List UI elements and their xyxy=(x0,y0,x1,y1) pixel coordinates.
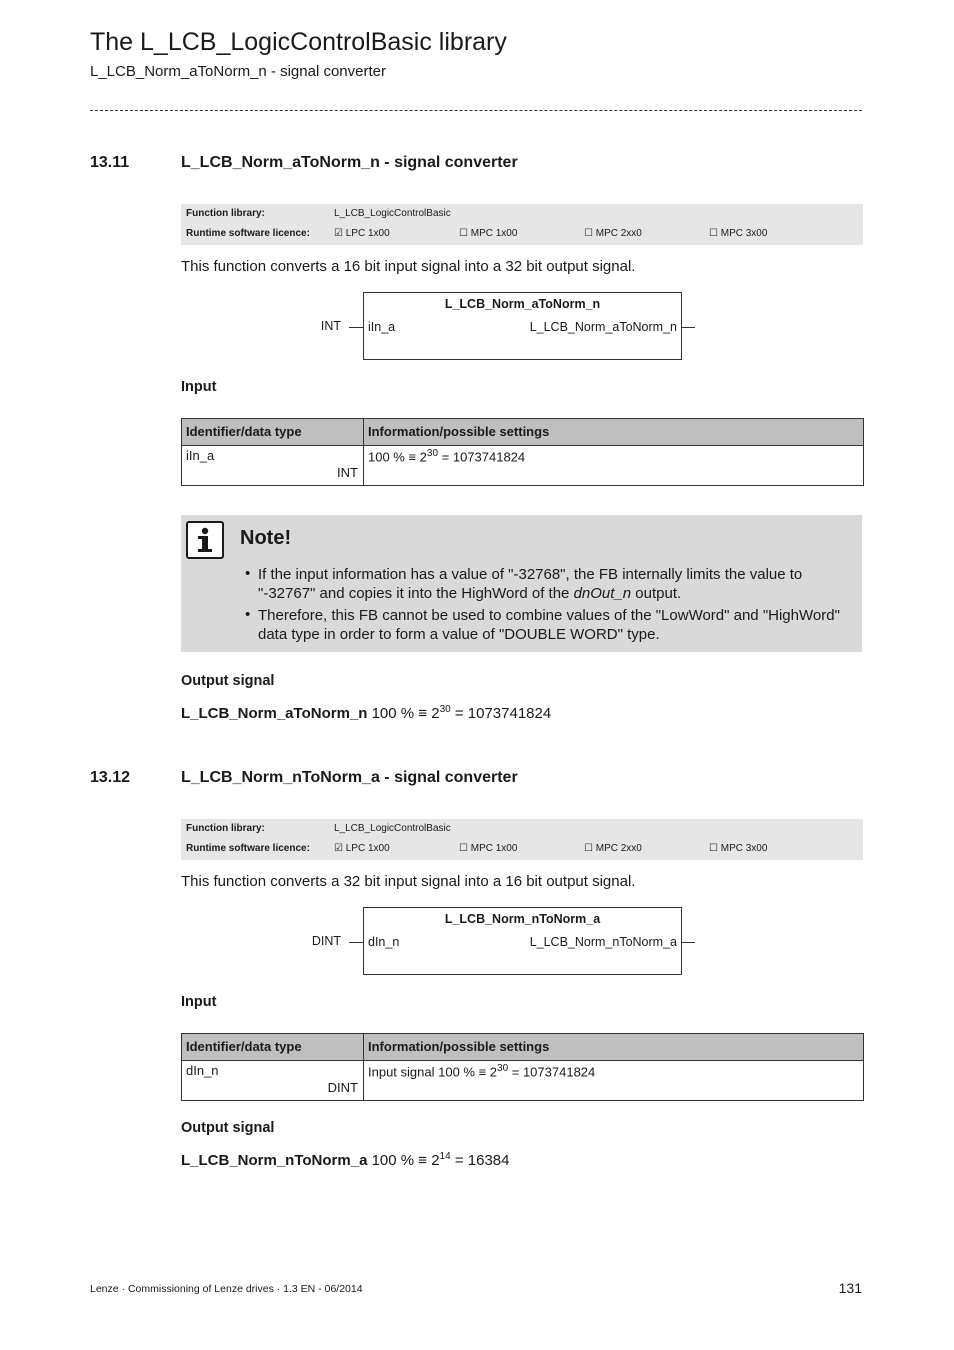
licence-option: ☐ MPC 3x00 xyxy=(709,843,768,854)
licence-option: ☐ MPC 2xx0 xyxy=(584,228,642,239)
input-pin-type: DINT xyxy=(311,934,341,948)
table-cell-info: Input signal 100 % ≡ $2^{30} = 1073741824$ xyxy=(368,1063,596,1080)
function-block-output: L_LCB_Norm_aToNorm_n xyxy=(529,320,677,334)
licence-option: ☐ MPC 3x00 xyxy=(709,228,768,239)
licence-option: ☐ MPC 2xx0 xyxy=(584,843,642,854)
licence-label: Runtime software licence: xyxy=(186,843,310,854)
section-title: L_LCB_Norm_nToNorm_a - signal converter xyxy=(181,769,518,786)
footer-text: Lenze · Commissioning of Lenze drives · 1.3 EN - 06/2014 xyxy=(90,1283,363,1295)
page-subtitle: L_LCB_Norm_aToNorm_n - signal converter xyxy=(90,63,386,80)
table-header xyxy=(182,419,863,446)
input-heading: Input xyxy=(181,994,217,1010)
section-description: This function converts a 32 bit input signal into a 16 bit output signal. xyxy=(181,873,636,890)
table-cell-info: 100 % ≡ $2^{30} = 1073741824$ xyxy=(368,448,526,465)
function-block-name: L_LCB_Norm_nToNorm_a xyxy=(444,912,601,926)
function-block-output: L_LCB_Norm_nToNorm_a xyxy=(529,935,677,949)
table-header-info: Information/possible settings xyxy=(368,424,550,439)
bullet-dot: • xyxy=(245,565,251,582)
table-cell-identifier: dIn_n xyxy=(186,1063,219,1078)
input-pin-line xyxy=(349,942,363,943)
function-block-input: iIn_a xyxy=(368,320,396,334)
note-bullet-text: Therefore, this FB cannot be used to combine values of the "LowWord" and "HighWord" data type in order to form a value of "DOUBLE WORD" type. xyxy=(258,607,840,643)
note-box xyxy=(181,515,862,652)
function-block-name: L_LCB_Norm_aToNorm_n xyxy=(444,297,601,311)
output-pin-line xyxy=(681,327,695,328)
section-title: L_LCB_Norm_aToNorm_n - signal converter xyxy=(181,154,518,171)
table-header-identifier: Identifier/data type xyxy=(186,424,302,439)
output-signal-line: L_LCB_Norm_aToNorm_n 100 % ≡ $2^{30} = 1073741824$ xyxy=(181,704,552,722)
function-library-value: L_LCB_LogicControlBasic xyxy=(334,823,451,834)
page-number: 131 xyxy=(838,1280,862,1296)
licence-option: ☐ MPC 1x00 xyxy=(459,843,518,854)
function-library-label: Function library: xyxy=(186,208,265,219)
section-number: 13.11 xyxy=(90,154,130,171)
function-block-input: dIn_n xyxy=(368,935,400,949)
table-header xyxy=(182,1034,863,1061)
table-divider xyxy=(363,419,364,485)
page-title: The L_LCB_LogicControlBasic library xyxy=(90,28,507,56)
function-block xyxy=(363,907,682,975)
table-divider xyxy=(363,1034,364,1100)
output-heading: Output signal xyxy=(181,1120,275,1136)
table-cell-identifier: iIn_a xyxy=(186,448,215,463)
header-divider xyxy=(90,110,862,111)
note-bullet-text: If the input information has a value of "-32768", the FB internally limits the value to "-32767" and copies it into the HighWord of the dnOut_n output. xyxy=(258,566,803,602)
function-library-value: L_LCB_LogicControlBasic xyxy=(334,208,451,219)
input-pin-line xyxy=(349,327,363,328)
output-heading: Output signal xyxy=(181,673,275,689)
input-table xyxy=(181,1033,864,1101)
input-heading: Input xyxy=(181,379,217,395)
function-block xyxy=(363,292,682,360)
input-pin-type: INT xyxy=(320,319,341,333)
input-table xyxy=(181,418,864,486)
table-cell-type: INT xyxy=(337,465,358,480)
licence-option: ☑ LPC 1x00 xyxy=(334,228,390,239)
table-header-identifier: Identifier/data type xyxy=(186,1039,302,1054)
licence-label: Runtime software licence: xyxy=(186,228,310,239)
table-header-info: Information/possible settings xyxy=(368,1039,550,1054)
output-signal-line: L_LCB_Norm_nToNorm_a 100 % ≡ $2^{14} = 16384$ xyxy=(181,1151,510,1169)
note-title: Note! xyxy=(240,527,292,549)
library-info-box xyxy=(181,204,863,245)
licence-option: ☑ LPC 1x00 xyxy=(334,843,390,854)
licence-option: ☐ MPC 1x00 xyxy=(459,228,518,239)
function-library-label: Function library: xyxy=(186,823,265,834)
info-icon xyxy=(186,521,224,559)
table-cell-type: DINT xyxy=(327,1080,358,1095)
library-info-box xyxy=(181,819,863,860)
section-number: 13.12 xyxy=(90,769,131,786)
section-description: This function converts a 16 bit input signal into a 32 bit output signal. xyxy=(181,258,636,275)
bullet-dot: • xyxy=(245,606,251,623)
output-pin-line xyxy=(681,942,695,943)
